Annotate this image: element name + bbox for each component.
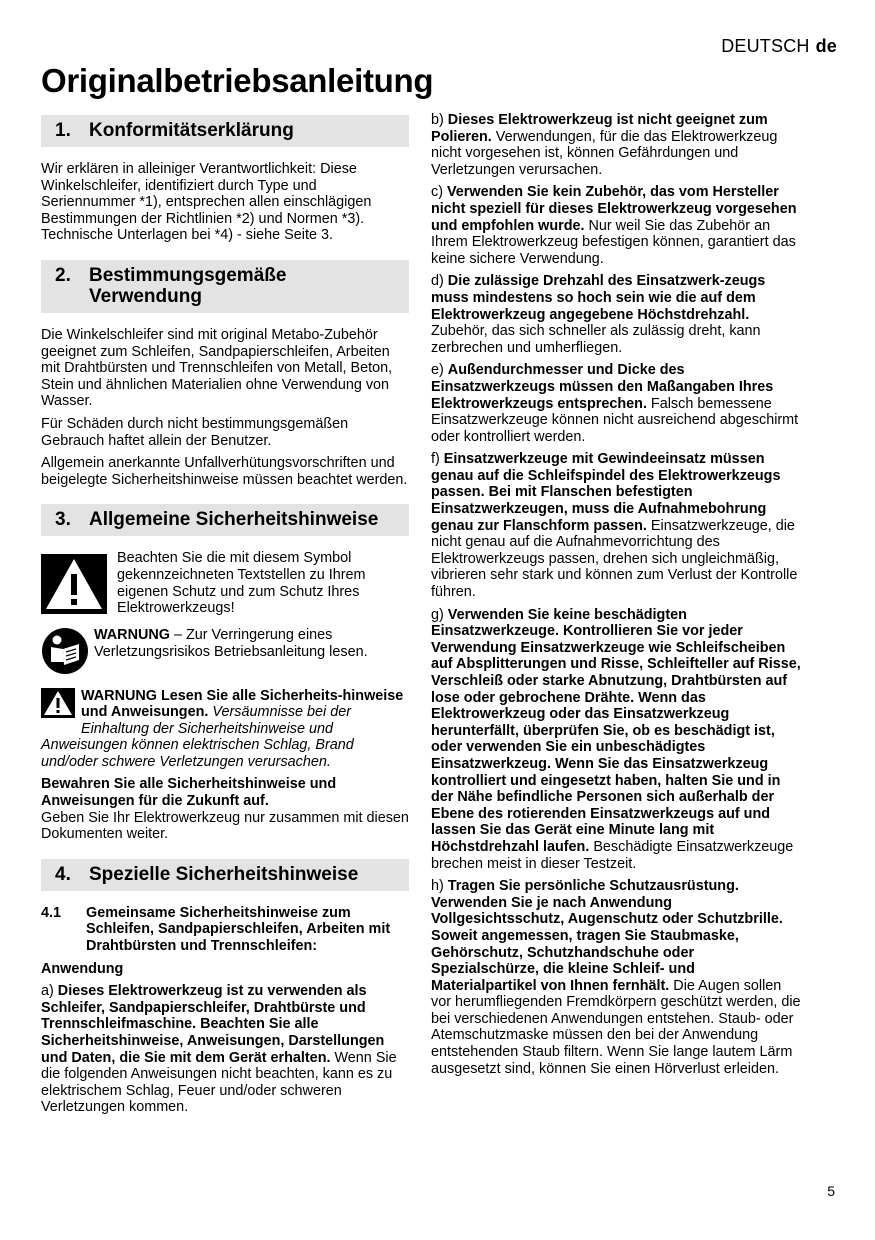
item-label: g) [431, 606, 448, 623]
language-label: DEUTSCH [721, 36, 810, 56]
section-title: Bestimmungsgemäße Verwendung [89, 264, 287, 307]
language-header [721, 36, 837, 57]
symbol-notice-text: Beachten Sie die mit diesem Symbol gekennzeichneten Textstellen zu Ihrem eigenen Schutz und zum Schutz Ihres Elektrowerkzeugs! [117, 550, 366, 617]
item-label: e) [431, 362, 448, 379]
warning-triangle-icon [41, 554, 107, 619]
item-bold: Verwenden Sie keine beschädigten Einsatzwerkzeuge. Kontrollieren Sie vor jeder Verwendung Einsatzwerkzeuge wie Schleifscheiben auf Absplitterungen und Risse, Schleifteller auf Risse, Verschleiß oder starke Abnutzung, Drahtbürsten auf lose oder gebrochene Drähte. Wenn das Elektrowerkzeug oder das Einsatzwerkzeug herunterfällt, überprüfen Sie, ob es beschädigt ist, oder verwenden Sie ein unbeschädigtes Einsatzwerkzeug. Wenn Sie das Einsatzwerkzeug kontrolliert und eingesetzt haben, halten Sie und in der Nähe befindliche Personen sich außerhalb der Ebene des rotierenden Einsatzwerkzeugs auf und lassen Sie das Gerät eine Minute lang mit Höchstdrehzahl laufen. [431, 606, 801, 855]
section-2-para-2: Für Schäden durch nicht bestimmungsgemäßen Gebrauch haftet allein der Benutzer. [41, 415, 349, 449]
section-2-para-1: Die Winkelschleifer sind mit original Metabo-Zubehör geeignet zum Schleifen, Sandpapierschleifen, Arbeiten mit Drahtbürsten und Trennschleifen von Metall, Beton, Stein und ähnlichen Materialien ohne Verwendung von Wasser. [41, 326, 393, 410]
item-bold: Außendurchmesser und Dicke des Einsatzwerkzeugs müssen den Maßangaben Ihres Elektrowerkzeugs entsprechen. [431, 362, 774, 412]
item-bold: Dieses Elektrowerkzeug ist zu verwenden als Schleifer, Sandpapierschleifer, Drahtbürste und Trennschleifmaschine. Beachten Sie alle Sicherheitshinweise, Anweisungen, Darstellungen und Daten, die Sie mit dem Gerät erhalten. [41, 983, 385, 1066]
item-text: Einsatzwerkzeuge, die nicht genau auf die Aufnahmevorrichtung des Elektrowerkzeugs passen, drehen sich ungleichmäßig, vibrieren sehr stark und können zum Verlust der Kontrolle führen. [431, 517, 798, 601]
section-title: Konformitätserklärung [89, 120, 294, 141]
section-title: Spezielle Sicherheitshinweise [89, 863, 359, 885]
section-number: 4. [55, 863, 71, 885]
item-bold: Dieses Elektrowerkzeug ist nicht geeignet zum Polieren. [431, 112, 768, 145]
right-column [431, 112, 803, 1083]
section-3-heading [41, 504, 409, 536]
subsection-title: Gemeinsame Sicherheitshinweise zum Schleifen, Sandpapierschleifen, Arbeiten mit Drahtbürsten und Trennschleifen: [86, 904, 391, 955]
item-d [431, 273, 803, 356]
item-label: f) [431, 451, 444, 468]
read-manual-text [94, 627, 409, 660]
anwendung-text: Anwendung [41, 960, 124, 977]
item-bold: Einsatzwerkzeuge mit Gewindeeinsatz müssen genau auf die Schleifspindel des Elektrowerkzeugs passen. Bei mit Flanschen befestigten Einsatzwerkzeugen, muss die Aufnahmebohrung genau zur Flanschform passen. [431, 451, 781, 534]
symbol-notice [41, 550, 409, 619]
page-number: 5 [827, 1183, 835, 1199]
item-f [431, 451, 803, 600]
item-text: Falsch bemessene Einsatzwerkzeuge können nicht ausreichend abgeschirmt oder kontrolliert werden. [431, 395, 799, 445]
left-column [41, 115, 409, 1122]
item-text: Verwendungen, für die das Elektrowerkzeug nicht vorgesehen ist, können Gefährdungen und Verletzungen verursachen. [431, 128, 778, 178]
subsection-4-1 [41, 905, 409, 955]
section-number: 3. [55, 509, 71, 531]
item-text: Zubehör, das sich schneller als zulässig dreht, kann zerbrechen und umherfliegen. [431, 323, 761, 356]
item-text: Beschädigte Einsatzwerkzeuge brechen meist in dieser Testzeit. [431, 838, 794, 872]
language-code: de [815, 36, 837, 56]
page-title: Originalbetriebsanleitung [41, 62, 434, 99]
read-manual-icon [41, 627, 89, 680]
item-b [431, 112, 803, 178]
read-all-italic: Versäumnisse bei der Einhaltung der Sicherheitshinweise und Anweisungen können elektrischen Schlag, Brand und/oder schwere Verletzungen verursachen. [41, 704, 354, 770]
section-number: 1. [55, 120, 71, 141]
item-c [431, 184, 803, 267]
read-manual-warning [41, 627, 409, 680]
item-text: Nur weil Sie das Zubehör an Ihrem Elektrowerkzeug befestigen können, garantiert das keine sichere Verwendung. [431, 217, 796, 267]
keep-instructions [41, 776, 409, 842]
section-4-heading [41, 859, 409, 891]
item-label: d) [431, 273, 448, 290]
anwendung-label [41, 961, 409, 978]
item-text: Wenn Sie die folgenden Anweisungen nicht beachten, kann es zu elektrischem Schlag, Feuer und/oder schweren Verletzungen kommen. [41, 1049, 397, 1116]
item-e [431, 362, 803, 445]
item-a [41, 983, 409, 1116]
section-2-para-3: Allgemein anerkannte Unfallverhütungsvorschriften und beigelegte Sicherheitshinweise müssen beachtet werden. [41, 455, 408, 488]
read-all-warning [41, 688, 409, 771]
item-h [431, 878, 803, 1077]
keep-bold: Bewahren Sie alle Sicherheitshinweise und Anweisungen für die Zukunft auf. [41, 776, 337, 810]
item-bold: Die zulässige Drehzahl des Einsatzwerk-zeugs muss mindestens so hoch sein wie die auf dem Elektrowerkzeug angegebene Höchstdrehzahl. [431, 273, 766, 323]
item-label: c) [431, 184, 447, 201]
section-1-heading [41, 115, 409, 147]
item-label: h) [431, 878, 448, 895]
item-label: a) [41, 983, 58, 1000]
subsection-number: 4.1 [41, 904, 62, 921]
section-number: 2. [55, 264, 71, 286]
section-1-text: Wir erklären in alleiniger Verantwortlichkeit: Diese Winkelschleifer, identifiziert durch Type und Seriennummer *1), entsprechen allen einschlägigen Bestimmungen der Richtlinien *2) und Normen *3). Technische Unterlagen bei *4) - siehe Seite 3. [41, 161, 372, 244]
item-bold: Verwenden Sie kein Zubehör, das vom Hersteller nicht speziell für dieses Elektrowerkzeug vorgesehen und empfohlen wurde. [431, 184, 797, 234]
small-warning-icon [41, 688, 75, 723]
item-text: Die Augen sollen vor herumfliegenden Fremdkörpern geschützt werden, die bei verschiedenen Anwendungen entstehen. Staub- oder Atemschutzmaske müssen den bei der Anwendung entstehenden Staub filtern. Wenn Sie lange lautem Lärm ausgesetzt sind, können Sie einen Hörverlust erleiden. [431, 977, 801, 1077]
section-2-heading [41, 260, 409, 313]
item-label: b) [431, 112, 448, 128]
item-g [431, 607, 803, 873]
warning-text: – Zur Verringerung eines Verletzungsrisikos Betriebsanleitung lesen. [94, 626, 368, 660]
read-all-bold: WARNUNG Lesen Sie alle Sicherheits-hinweise und Anweisungen. [81, 687, 404, 721]
keep-text: Geben Sie Ihr Elektrowerkzeug nur zusammen mit diesen Dokumenten weiter. [41, 809, 409, 843]
warning-label: WARNUNG [94, 626, 170, 643]
item-bold: Tragen Sie persönliche Schutzausrüstung. Verwenden Sie je nach Anwendung Vollgesichtsschutz, Augenschutz oder Schutzbrille. Soweit angemessen, tragen Sie Staubmaske, Gehörschutz, Schutzhandschuhe oder Spezialschürze, die kleine Schleif- und Materialpartikel von Ihnen fernhält. [431, 878, 783, 994]
section-title: Allgemeine Sicherheitshinweise [89, 509, 379, 531]
